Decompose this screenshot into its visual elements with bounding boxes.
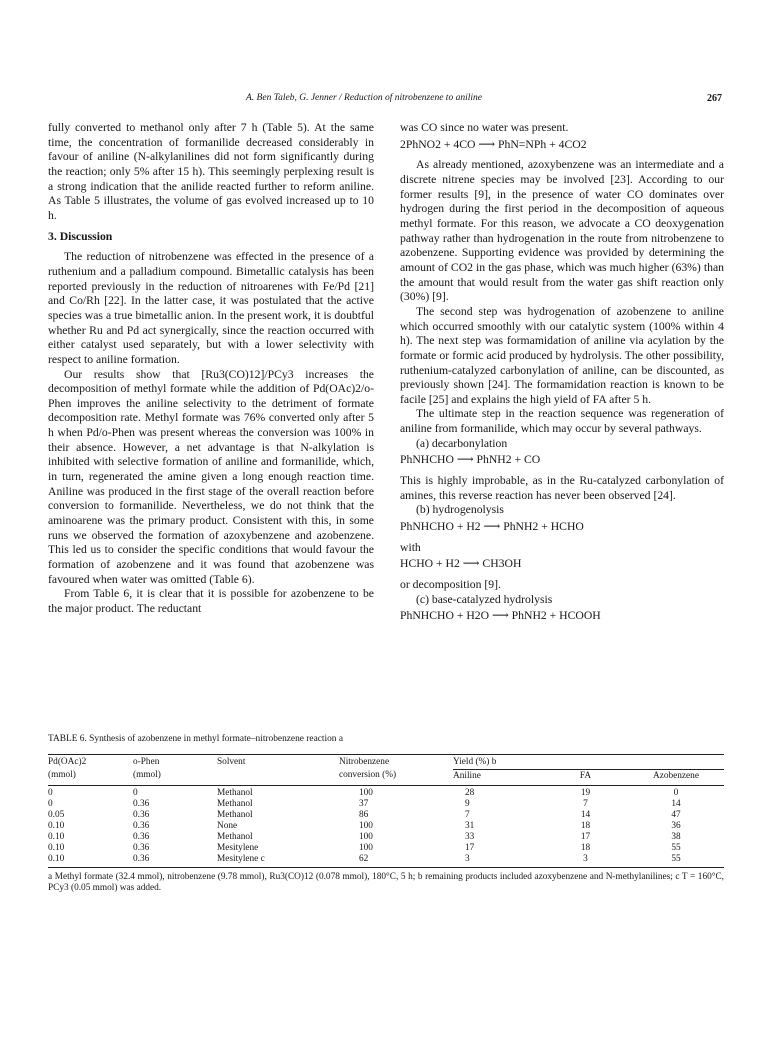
cell-fa: 7 — [583, 799, 588, 810]
cell-solvent: Methanol — [217, 799, 253, 810]
table-row — [48, 799, 724, 810]
cell-azobenzene: 47 — [671, 810, 681, 821]
col-header-yield: Yield (%) b — [453, 755, 724, 769]
cell-fa: 19 — [580, 788, 591, 799]
equation: PhNHCHO + H2 ⟶ PhNH2 + HCHO — [400, 520, 584, 534]
paragraph: The reduction of nitrobenzene was effected in the presence of a ruthenium and a palladium compound. Bimetallic catalysis has been reported previously in the reduction of nitroarenes with Fe/Pd [21] and Co/Rh [22]. In the latter case, it was postulated that the active species was a true bimetallic anion. In the present work, it is doubtful whether Ru and Pd act synergically, since the reaction occurred with either catalyst used separately, but with a lower selectivity with respect to aniline formation. — [48, 250, 374, 366]
pathway-label: (c) base-catalyzed hydrolysis — [416, 592, 553, 606]
data-table — [48, 755, 724, 867]
cell-solvent: None — [217, 820, 238, 831]
cell-pd: 0 — [48, 799, 53, 810]
cell-azobenzene: 55 — [671, 842, 681, 853]
cell-azobenzene: 14 — [671, 799, 681, 810]
cell-solvent: Mesitylene — [217, 842, 259, 853]
cell-conversion: 100 — [359, 831, 373, 842]
cell-pd: 0 — [48, 788, 53, 799]
equation: PhNHCHO ⟶ PhNH2 + CO — [400, 453, 541, 467]
cell-aniline: 7 — [465, 810, 470, 821]
equation: PhNHCHO + H2O ⟶ PhNH2 + HCOOH — [400, 609, 601, 623]
cell-conversion: 100 — [359, 842, 373, 853]
paragraph: As already mentioned, azoxybenzene was an intermediate and a discrete nitrene species may be involved [23]. According to our former results [9], in the presence of water CO dominates over hydrogen during the first period in the decomposition of aqueous methyl formate. For this reason, we advocate a CO deoxygenation pathway rather than hydrogenation in the route from nitrobenzene to azobenzene. Supporting evidence was provided by determining the amount of CO2 in the gas phase, which was much higher (63%) than the amount that would result from the water gas shift reaction only (30%) [9]. — [400, 158, 724, 304]
paragraph: fully converted to methanol only after 7 h (Table 5). At the same time, the concentration of formanilide decreased considerably in favour of aniline (N-alkylanilines did not form significantly during the reaction; only 5% after 15 h). This seemingly perplexing result is a strong indication that the anilide reacted further to reform aniline. As Table 5 illustrates, the volume of gas evolved increased up to 10 h. — [48, 121, 374, 222]
paragraph: From Table 6, it is clear that it is possible for azobenzene to be the major product. The reductant — [48, 587, 374, 615]
right-column — [400, 121, 724, 630]
connector-text: with — [400, 540, 421, 554]
cell-solvent: Mesitylene c — [217, 853, 265, 864]
table-row — [48, 810, 724, 821]
cell-phen: 0.36 — [133, 820, 150, 831]
cell-fa: 17 — [580, 831, 591, 842]
table-caption: TABLE 6. Synthesis of azobenzene in methyl formate–nitrobenzene reaction a — [48, 734, 343, 744]
cell-fa: 14 — [580, 810, 591, 821]
cell-conversion: 100 — [359, 788, 373, 799]
cell-pd: 0.10 — [48, 853, 65, 864]
cell-phen: 0 — [133, 788, 138, 799]
cell-pd: 0.05 — [48, 810, 65, 821]
cell-aniline: 9 — [465, 799, 470, 810]
col-header-phen: o-Phen — [133, 757, 160, 768]
col-header-conversion: Nitrobenzene — [339, 757, 390, 768]
table-row — [48, 788, 724, 799]
cell-phen: 0.36 — [133, 853, 150, 864]
table-row — [48, 843, 724, 854]
equation: 2PhNO2 + 4CO ⟶ PhN=NPh + 4CO2 — [400, 137, 587, 151]
cell-phen: 0.36 — [133, 810, 150, 821]
paragraph: The ultimate step in the reaction sequence was regeneration of aniline from formanilide, which may occur by several pathways. — [400, 407, 724, 436]
paragraph: was CO since no water was present. — [400, 121, 569, 134]
table-row — [48, 821, 724, 832]
paragraph: The second step was hydrogenation of azobenzene to aniline which occurred smoothly with our catalytic system (100% within 4 h). The next step was formamidation of aniline via acylation by the formate or formic acid produced by hydrolysis. The other possibility, ruthenium-catalyzed carbonylation of aniline, can be discounted, as previously shown [24]. The formamidation reaction is known to be facile [25] and explains the high yield of FA after 5 h. — [400, 304, 724, 406]
cell-aniline: 31 — [465, 820, 475, 831]
pathway-label: (b) hydrogenolysis — [416, 503, 504, 517]
cell-solvent: Methanol — [217, 810, 253, 821]
cell-fa: 18 — [580, 842, 591, 853]
cell-solvent: Methanol — [217, 831, 253, 842]
cell-fa: 18 — [580, 820, 591, 831]
cell-pd: 0.10 — [48, 842, 65, 853]
cell-azobenzene: 38 — [671, 831, 681, 842]
cell-solvent: Methanol — [217, 788, 253, 799]
cell-aniline: 33 — [465, 831, 475, 842]
table-footnote: a Methyl formate (32.4 mmol), nitrobenzene (9.78 mmol), Ru3(CO)12 (0.078 mmol), 180°C, 5 h; b remaining products included azoxybenzene and N-methylanilines; c T = 160°C, PCy3 (0.05 mmol) was added. — [48, 871, 724, 893]
equation: HCHO + H2 ⟶ CH3OH — [400, 557, 522, 571]
col-header-pd: Pd(OAc)2 — [48, 757, 87, 768]
cell-phen: 0.36 — [133, 799, 150, 810]
table-6 — [48, 734, 724, 894]
table-row — [48, 832, 724, 843]
section-heading: 3. Discussion — [48, 229, 113, 243]
col-header-phen-unit: (mmol) — [133, 770, 161, 781]
col-header-pd-unit: (mmol) — [48, 770, 76, 781]
running-header — [0, 91, 768, 107]
table-row — [48, 854, 724, 865]
col-header-solvent: Solvent — [217, 757, 246, 768]
cell-azobenzene: 55 — [671, 853, 681, 864]
cell-pd: 0.10 — [48, 820, 65, 831]
cell-aniline: 3 — [465, 853, 470, 864]
col-header-aniline: Aniline — [453, 770, 481, 781]
col-header-fa: FA — [579, 770, 592, 781]
left-column — [48, 121, 374, 617]
cell-azobenzene: 36 — [671, 820, 681, 831]
paragraph: Our results show that [Ru3(CO)12]/PCy3 increases the decomposition of methyl formate while the addition of Pd(OAc)2/o-Phen improves the aniline selectivity to the detriment of formate decomposition rate. Methyl formate was 76% converted only after 5 h when Pd/o-Phen was present whereas the conversion was 100% in their absence. However, a net advantage is that N-alkylation is inhibited with selective formation of aniline and formanilide, which, in turn, regenerated the amine given a long enough reaction time. Aniline was produced in the first stage of the overall reaction before conversion to formanilide. Nevertheless, we do not think that the aminoarene was the primary product. Consistent with this, in some runs we observed the formation of azoxybenzene and azobenzene. This led us to consider the specific conditions that would favour the formation of azobenzene and it was found that azobenzene was favoured when water was omitted (Table 6). — [48, 367, 374, 586]
cell-phen: 0.36 — [133, 831, 150, 842]
cell-conversion: 62 — [359, 853, 369, 864]
col-header-azobenzene: Azobenzene — [653, 770, 699, 781]
cell-aniline: 17 — [465, 842, 475, 853]
page-number: 267 — [707, 93, 722, 104]
cell-conversion: 37 — [359, 799, 369, 810]
cell-aniline: 28 — [465, 788, 475, 799]
table-body — [48, 788, 724, 864]
col-header-conversion-unit: conversion (%) — [339, 770, 397, 781]
cell-fa: 3 — [583, 853, 588, 864]
cell-conversion: 86 — [359, 810, 369, 821]
cell-conversion: 100 — [359, 820, 373, 831]
paragraph: This is highly improbable, as in the Ru-catalyzed carbonylation of amines, this reverse reaction has never been observed [24]. — [400, 474, 724, 502]
pathway-label: (a) decarbonylation — [416, 436, 508, 450]
running-title: A. Ben Taleb, G. Jenner / Reduction of nitrobenzene to aniline — [246, 93, 482, 103]
cell-pd: 0.10 — [48, 831, 65, 842]
cell-phen: 0.36 — [133, 842, 150, 853]
cell-azobenzene: 0 — [673, 788, 679, 799]
connector-text: or decomposition [9]. — [400, 578, 501, 592]
